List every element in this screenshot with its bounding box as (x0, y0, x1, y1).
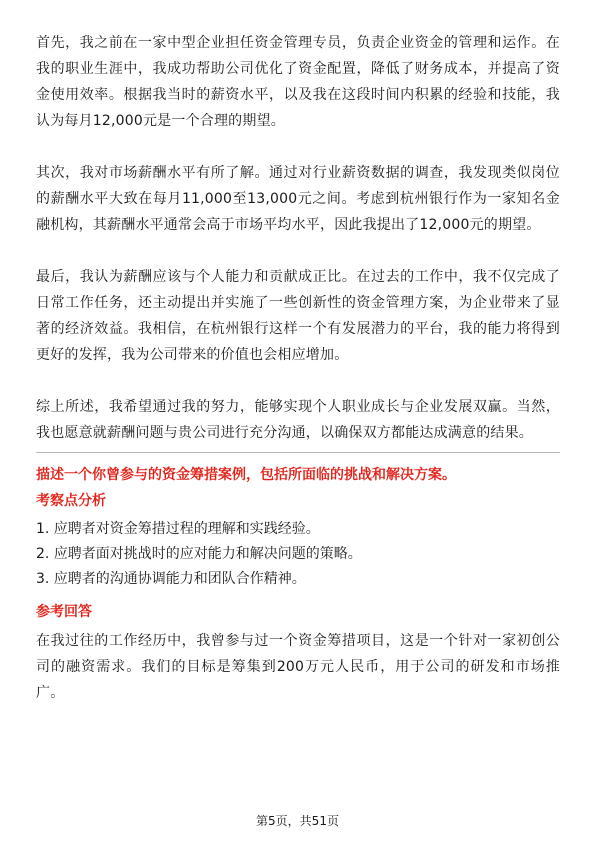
analysis-list (36, 517, 560, 592)
reference-answer: 在我过往的工作经历中，我曾参与过一个资金筹措项目，这是一个针对一家初创公司的融资需求。我们的目标是筹集到200万元人民币，用于公司的研发和市场推广。 (36, 633, 560, 701)
document-page (36, 30, 560, 706)
reference-heading: 参考回答 (36, 604, 92, 620)
paragraph-1: 首先，我之前在一家中型企业担任资金管理专员，负责企业资金的管理和运作。在我的职业生涯中，我成功帮助公司优化了资金配置，降低了财务成本，并提高了资金使用效率。根据我当时的薪资水平，以及我在这段时间内积累的经验和技能，我认为每月12,000元是一个合理的期望。 (36, 35, 560, 129)
section-divider (36, 452, 560, 453)
list-item: 1. 应聘者对资金筹措过程的理解和实践经验。 (36, 521, 320, 537)
question-title: 描述一个你曾参与的资金筹措案例，包括所面临的挑战和解决方案。 (36, 467, 456, 483)
paragraph-2: 其次，我对市场薪酬水平有所了解。通过对行业薪资数据的调查，我发现类似岗位的薪酬水平大致在每月11,000至13,000元之间。考虑到杭州银行作为一家知名金融机构，其薪酬水平通常会高于市场平均水平，因此我提出了12,000元的期望。 (36, 165, 560, 233)
paragraph-3: 最后，我认为薪酬应该与个人能力和贡献成正比。在过去的工作中，我不仅完成了日常工作任务，还主动提出并实施了一些创新性的资金管理方案，为企业带来了显著的经济效益。我相信，在杭州银行这样一个有发展潜力的平台，我的能力将得到更好的发挥，我为公司带来的价值也会相应增加。 (36, 269, 560, 363)
page-number: 第5页，共51页 (256, 814, 339, 828)
paragraph-4: 综上所述，我希望通过我的努力，能够实现个人职业成长与企业发展双赢。当然，我也愿意就薪酬问题与贵公司进行充分沟通，以确保双方都能达成满意的结果。 (36, 399, 560, 441)
list-item: 3. 应聘者的沟通协调能力和团队合作精神。 (36, 571, 306, 587)
analysis-heading: 考察点分析 (36, 493, 106, 509)
list-item: 2. 应聘者面对挑战时的应对能力和解决问题的策略。 (36, 546, 362, 562)
